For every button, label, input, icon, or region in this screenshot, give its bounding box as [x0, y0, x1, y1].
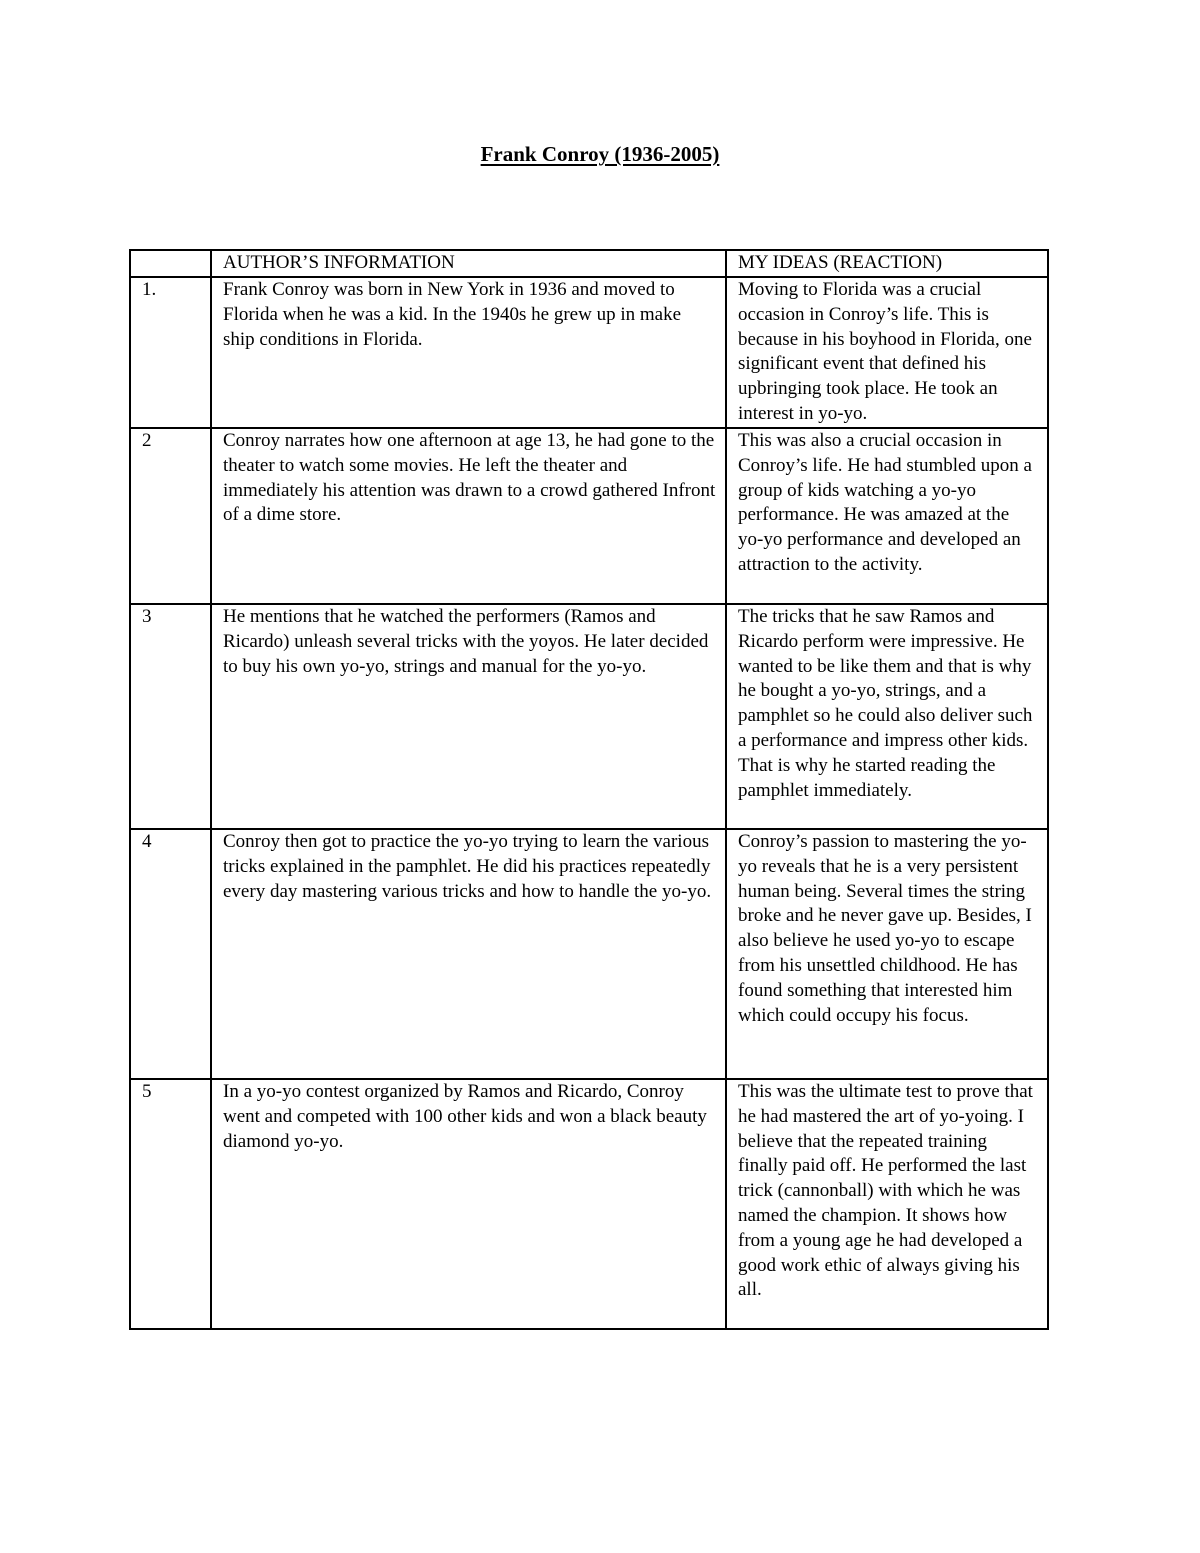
- header-number-cell: [130, 250, 211, 277]
- row-number: 3: [130, 604, 211, 829]
- author-info-cell: Conroy then got to practice the yo-yo trying to learn the various tricks explained in the pamphlet. He did his practices repeatedly every day mastering various tricks and how to handle the yo-yo.: [211, 829, 726, 1079]
- my-ideas-cell: This was the ultimate test to prove that he had mastered the art of yo-yoing. I believe that the repeated training finally paid off. He performed the last trick (cannonball) with which he was named the champion. It shows how from a young age he had developed a good work ethic of always giving his all.: [726, 1079, 1048, 1329]
- my-ideas-cell: Moving to Florida was a crucial occasion in Conroy’s life. This is because in his boyhood in Florida, one significant event that defined his upbringing took place. He took an interest in yo-yo.: [726, 277, 1048, 428]
- table-row: [130, 428, 1048, 604]
- page-title: Frank Conroy (1936-2005): [480, 142, 720, 166]
- table-row: [130, 829, 1048, 1079]
- my-ideas-cell: The tricks that he saw Ramos and Ricardo perform were impressive. He wanted to be like them and that is why he bought a yo-yo, strings, and a pamphlet so he could also deliver such a performance and impress other kids. That is why he started reading the pamphlet immediately.: [726, 604, 1048, 829]
- row-number: 4: [130, 829, 211, 1079]
- table-row: [130, 277, 1048, 428]
- table-row: [130, 1079, 1048, 1329]
- my-ideas-cell: Conroy’s passion to mastering the yo-yo reveals that he is a very persistent human being. Several times the string broke and he never gave up. Besides, I also believe he used yo-yo to escape from his unsettled childhood. He has found something that interested him which could occupy his focus.: [726, 829, 1048, 1079]
- header-my-ideas: MY IDEAS (REACTION): [726, 250, 1048, 277]
- author-info-cell: In a yo-yo contest organized by Ramos and Ricardo, Conroy went and competed with 100 other kids and won a black beauty diamond yo-yo.: [211, 1079, 726, 1329]
- table-header-row: [130, 250, 1048, 277]
- author-info-cell: Frank Conroy was born in New York in 1936 and moved to Florida when he was a kid. In the 1940s he grew up in make ship conditions in Florida.: [211, 277, 726, 428]
- row-number: 1.: [130, 277, 211, 428]
- author-info-cell: Conroy narrates how one afternoon at age 13, he had gone to the theater to watch some movies. He left the theater and immediately his attention was drawn to a crowd gathered Infront of a dime store.: [211, 428, 726, 604]
- author-info-cell: He mentions that he watched the performers (Ramos and Ricardo) unleash several tricks with the yoyos. He later decided to buy his own yo-yo, strings and manual for the yo-yo.: [211, 604, 726, 829]
- author-reaction-table: [129, 249, 1049, 1330]
- row-number: 5: [130, 1079, 211, 1329]
- my-ideas-cell: This was also a crucial occasion in Conroy’s life. He had stumbled upon a group of kids watching a yo-yo performance. He was amazed at the yo-yo performance and developed an attraction to the activity.: [726, 428, 1048, 604]
- table-row: [130, 604, 1048, 829]
- header-author-info: AUTHOR’S INFORMATION: [211, 250, 726, 277]
- row-number: 2: [130, 428, 211, 604]
